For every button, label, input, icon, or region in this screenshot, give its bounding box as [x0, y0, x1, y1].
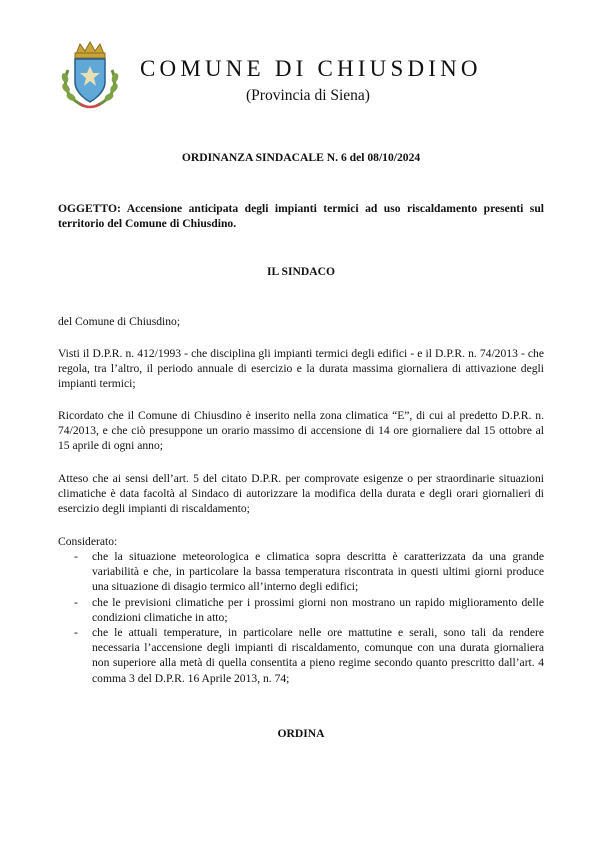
subject-block [58, 201, 544, 231]
list-item [58, 625, 544, 686]
paragraph-intro: del Comune di Chiusdino; [58, 315, 181, 328]
mayor-heading: IL SINDACO [267, 265, 335, 278]
list-item [58, 549, 544, 595]
province-name: (Provincia di Siena) [246, 87, 370, 104]
subject-label: OGGETTO: [58, 202, 121, 215]
municipal-coat-of-arms-icon [58, 40, 122, 112]
ordinance-title: ORDINANZA SINDACALE N. 6 del 08/10/2024 [181, 151, 421, 164]
considerato-label: Considerato: [58, 535, 118, 548]
paragraph-atteso: Atteso che ai sensi dell’art. 5 del citato D.P.R. per comprovate esigenze o per straordinarie situazioni climatiche è data facoltà al Sindaco di autorizzare la modifica della durata e degli orari giornalieri di esercizio degli impianti di riscaldamento; [58, 472, 544, 516]
list-item-text: che la situazione meteorologica e climatica sopra descritta è caratterizzata da una grande variabilità e che, in particolare la bassa temperatura riscontrata in questi ultimi giorni produce una situazione di disagio termico all’interno degli edifici; [92, 550, 544, 594]
municipality-name: COMUNE DI CHIUSDINO [140, 56, 482, 81]
paragraph-visti: Visti il D.P.R. n. 412/1993 - che disciplina gli impianti termici degli edifici - e il D.P.R. n. 74/2013 - che regola, tra l’altro, il periodo annuale di esercizio e la durata massima giornaliera di attivazione degli impianti termici; [58, 347, 544, 391]
list-bullet: - [74, 595, 78, 609]
list-item [58, 595, 544, 625]
subject-text: Accensione anticipata degli impianti termici ad uso riscaldamento presenti sul territorio del Comune di Chiusdino. [58, 202, 544, 231]
paragraph-ricordato: Ricordato che il Comune di Chiusdino è inserito nella zona climatica “E”, di cui al predetto D.P.R. n. 74/2013, e che ciò presuppone un orario massimo di accensione di 14 ore giornaliere dal 15 ottobre al 15 aprile di ogni anno; [58, 409, 544, 453]
list-bullet: - [74, 550, 78, 563]
list-item-text: che le previsioni climatiche per i prossimi giorni non mostrano un rapido miglioramento delle condizioni climatiche in atto; [92, 595, 544, 624]
considerato-list [58, 549, 544, 686]
list-bullet: - [74, 626, 78, 640]
list-item-text: che le attuali temperature, in particolare nelle ore mattutine e serali, sono tali da rendere necessaria l’accensione degli impianti di riscaldamento, comunque con una durata giornaliera non superiore alla metà di quella consentita a pieno regime secondo quanto prescritto dall’art. 4 comma 3 del D.P.R. 16 Aprile 2013, n. 74; [92, 626, 544, 685]
ordina-heading: ORDINA [277, 727, 325, 740]
